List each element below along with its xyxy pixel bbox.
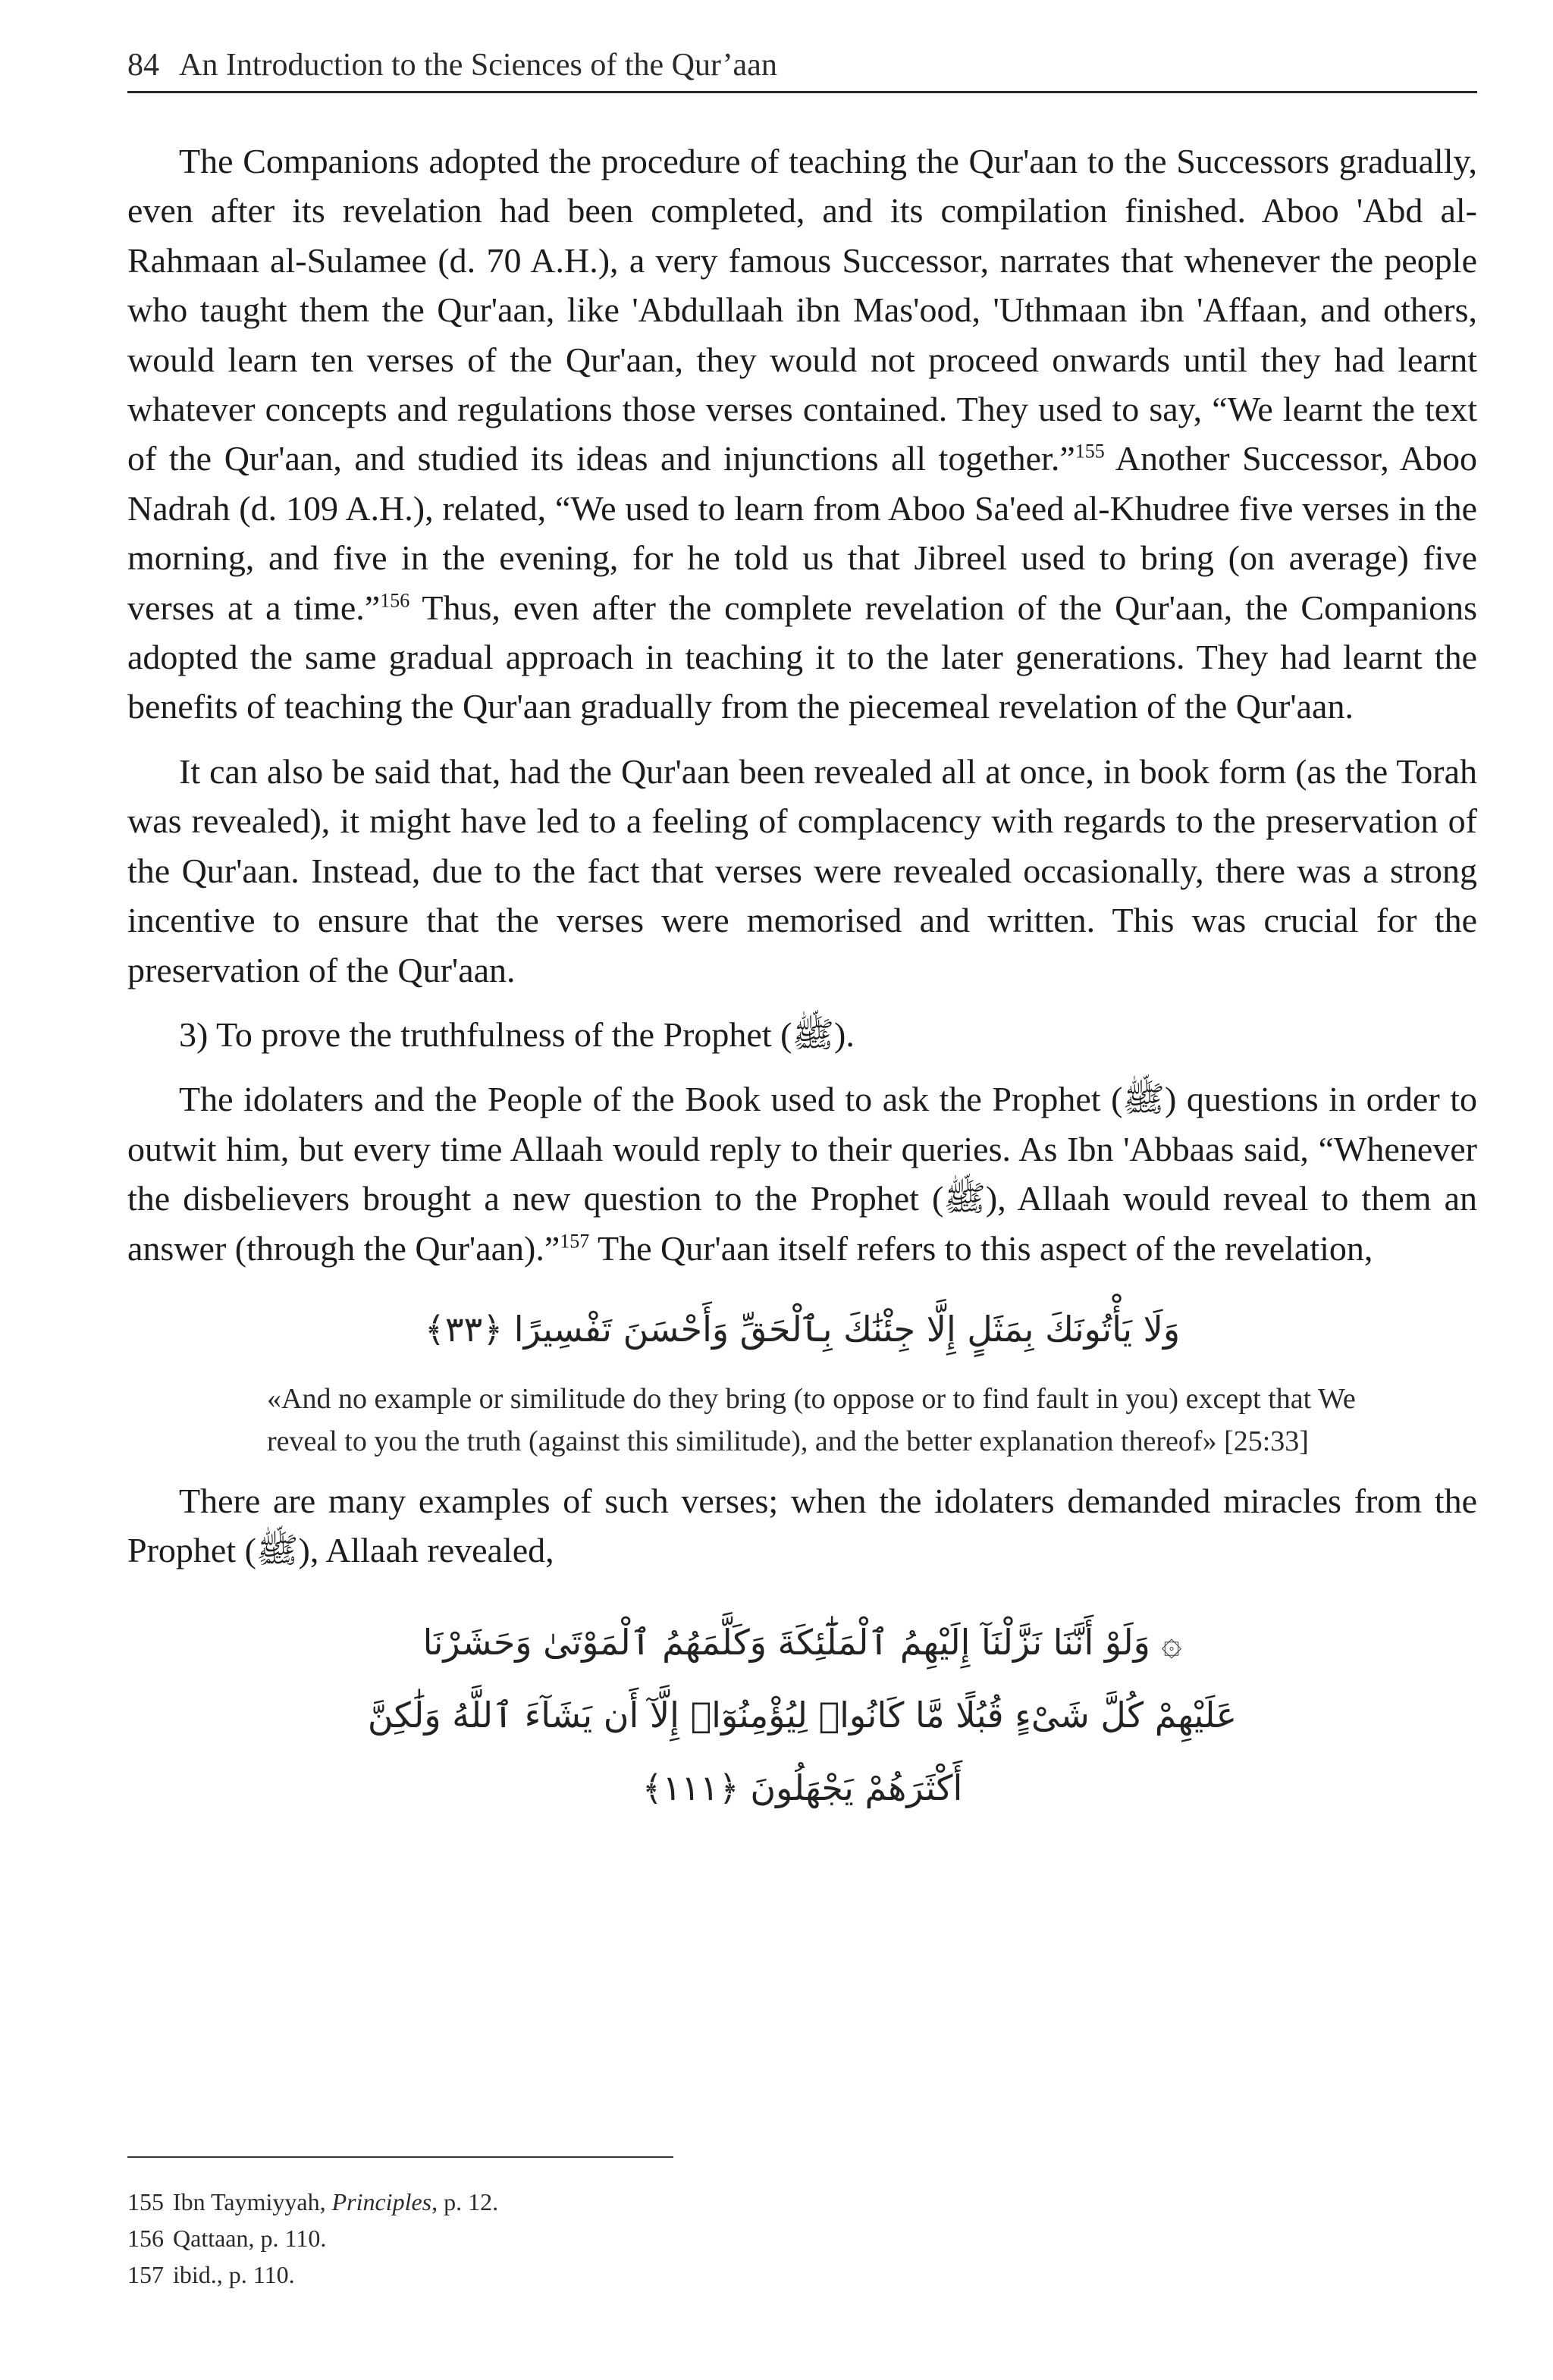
footnote-ref-155[interactable]: 155 xyxy=(1075,441,1105,463)
footnote-text: Qattaan, p. 110. xyxy=(173,2225,327,2252)
footnote-text: Ibn Taymiyyah, xyxy=(173,2188,332,2215)
footnote-text: ibid., p. 110. xyxy=(173,2261,295,2288)
paragraph-1-text-b: Another Successor, Aboo Nadrah (d. 109 A.H.), related, “We used to learn from Aboo Sa'eed al-Khudree five verses in the morning, and five in the evening, for he told us that Jibreel used to bring (on average) five verses at a time.” xyxy=(127,439,1478,627)
running-title: An Introduction to the Sciences of the Qur’aan xyxy=(179,48,777,83)
footnote-text-end: , p. 12. xyxy=(431,2188,499,2215)
paragraph-5: There are many examples of such verses; when the idolaters demanded miracles from the Prophet (ﷺ), Allaah revealed, xyxy=(127,1481,1477,1570)
verse-translation: «And no example or similitude do they bring (to oppose or to find fault in you) except that We reveal to you the truth (against this similitude), and the better explanation thereof» [25:33] xyxy=(267,1382,1356,1457)
running-header xyxy=(127,44,1477,93)
quran-verse-6-111 xyxy=(127,1606,1477,1824)
paragraph-4-text-b: The Qur'aan itself refers to this aspect of the revelation, xyxy=(589,1228,1373,1268)
footnote-number: 155 xyxy=(127,2188,164,2215)
footnote-divider xyxy=(127,2156,673,2158)
paragraph-4 xyxy=(127,1074,1477,1273)
footnote-157 xyxy=(127,2256,1235,2293)
paragraph-1-text-a: The Companions adopted the procedure of teaching the Qur'aan to the Successors gradually, even after its revelation had been completed, and its compilation finished. Aboo 'Abd al-Rahmaan al-Sulamee (d. 70 A.H.), a very famous Successor, narrates that whenever the people who taught them the Qur'aan, like 'Abdullaah ibn Mas'ood, 'Uthmaan ibn 'Affaan, and others, would learn ten verses of the Qur'aan, they would not proceed onwards until they had learnt whatever concepts and regulations those verses contained. They used to say, “We learnt the text of the Qur'aan, and studied its ideas and injunctions all together.” xyxy=(127,142,1477,478)
footnote-156 xyxy=(127,2220,1235,2256)
footnote-155 xyxy=(127,2184,1235,2220)
verse-line-3: أَكْثَرَهُمْ يَجْهَلُونَ ﴿١١١﴾ xyxy=(642,1767,963,1808)
paragraph-2: It can also be said that, had the Qur'aan been revealed all at once, in book form (as the Torah was revealed), it might have led to a feeling of complacency with regards to the preservation of the Qur'aan. Instead, due to the fact that verses were revealed occasionally, there was a strong incentive to ensure that the verses were memorised and written. This was crucial for the preservation of the Qur'aan. xyxy=(127,751,1477,989)
footnote-ref-157[interactable]: 157 xyxy=(560,1230,590,1253)
footnotes xyxy=(127,2184,1235,2293)
footnote-number: 157 xyxy=(127,2261,164,2288)
list-item-3: 3) To prove the truthfulness of the Prophet (ﷺ). xyxy=(179,1014,855,1054)
verse-line-2: عَلَيْهِمْ كُلَّ شَىْءٍ قُبُلًا مَّا كَانُوا۟ لِيُؤْمِنُوٓا۟ إِلَّآ أَن يَشَآءَ ٱللَّهُ وَلَٰكِنَّ xyxy=(367,1694,1238,1736)
page-number: 84 xyxy=(127,48,159,83)
quran-verse-25-33: وَلَا يَأْتُونَكَ بِمَثَلٍ إِلَّا جِئْنَٰكَ بِٱلْحَقِّ وَأَحْسَنَ تَفْسِيرًا ﴿٣٣﴾ xyxy=(424,1308,1181,1350)
verse-line-1: ۞ وَلَوْ أَنَّنَا نَزَّلْنَآ إِلَيْهِمُ ٱلْمَلَٰٓئِكَةَ وَكَلَّمَهُمُ ٱلْمَوْتَىٰ وَحَشَرْنَا xyxy=(422,1621,1182,1663)
footnote-number: 156 xyxy=(127,2225,164,2252)
main-text xyxy=(127,136,1477,1824)
footnote-ref-156[interactable]: 156 xyxy=(380,589,410,612)
paragraph-4-text-a: The idolaters and the People of the Book used to ask the Prophet (ﷺ) questions in order to outwit him, but every time Allaah would reply to their queries. As Ibn 'Abbaas said, “Whenever the disbelievers brought a new question to the Prophet (ﷺ), Allaah would reveal to them an answer (through the Qur'aan).” xyxy=(127,1080,1478,1268)
paragraph-1-text-c: Thus, even after the complete revelation of the Qur'aan, the Companions adopted the same gradual approach in teaching it to the later generations. They had learnt the benefits of teaching the Qur'aan gradually from the piecemeal revelation of the Qur'aan. xyxy=(127,588,1477,726)
paragraph-1 xyxy=(127,136,1477,732)
footnote-book-title: Principles xyxy=(331,2188,432,2215)
